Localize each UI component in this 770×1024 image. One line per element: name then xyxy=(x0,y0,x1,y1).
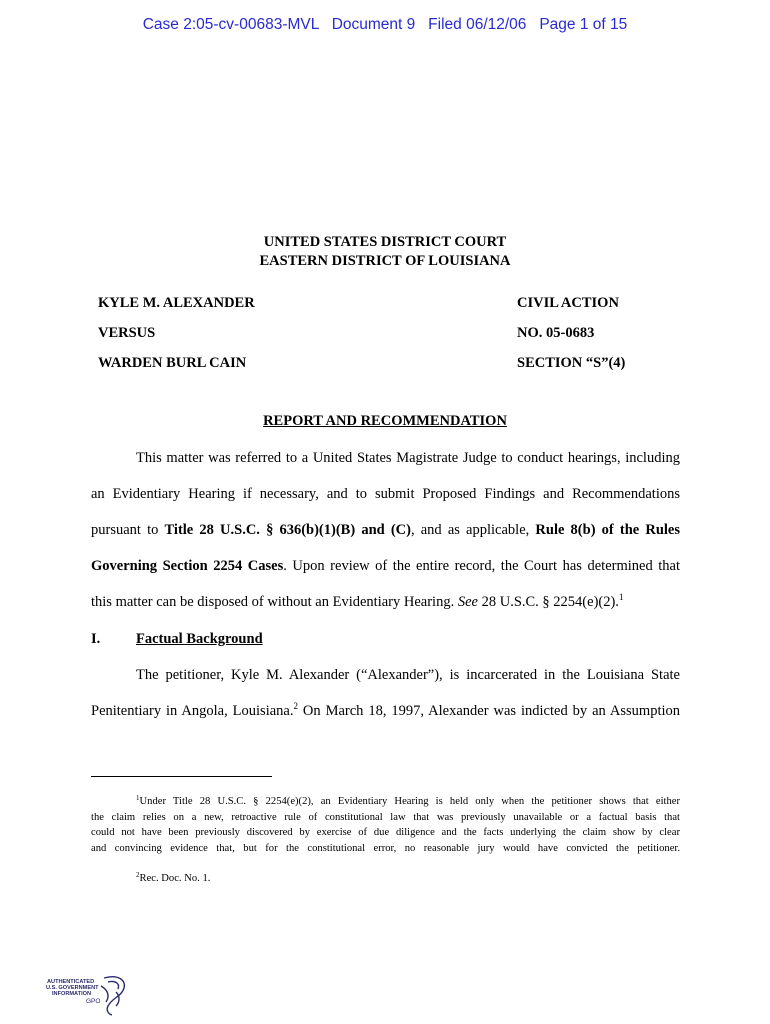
case-header: Case 2:05-cv-00683-MVL Document 9 Filed 06/12/06 Page 1 of 15 xyxy=(142,16,628,33)
section-label: SECTION “S”(4) xyxy=(517,355,626,371)
footnote-1-line-2: the claim relies on a new, retroactive rule of constitutional law that was previously unavailable or a factual basis that xyxy=(91,811,680,823)
footnote-ref-2: 2 xyxy=(293,701,298,711)
intro-line-2: an Evidentiary Hearing if necessary, and to submit Proposed Findings and Recommendations xyxy=(91,486,680,502)
section-number: I. xyxy=(91,631,101,647)
seal-line-3: INFORMATION xyxy=(52,991,92,997)
intro-line-4: Governing Section 2254 Cases. Upon review of the entire record, the Court has determined that xyxy=(91,558,681,574)
footnote-separator xyxy=(91,776,272,777)
court-line-2: EASTERN DISTRICT OF LOUISIANA xyxy=(259,253,511,269)
section-heading xyxy=(91,631,263,648)
petitioner-name: KYLE M. ALEXANDER xyxy=(98,295,255,311)
section-title: Factual Background xyxy=(136,631,263,647)
background-line-1: The petitioner, Kyle M. Alexander (“Alexander”), is incarcerated in the Louisiana State xyxy=(136,667,680,683)
versus-label: VERSUS xyxy=(98,325,156,341)
intro-line-5: this matter can be disposed of without an Evidentiary Hearing. See 28 U.S.C. § 2254(e)(2).$^1$ xyxy=(91,592,624,610)
footnote-1-line-1: $^1$Under Title 28 U.S.C. § 2254(e)(2), an Evidentiary Hearing is held only when the petitioner shows that either xyxy=(136,794,680,807)
footnote-1-line-3: could not have been previously discovered by exercise of due diligence and the facts underlying the claim show by clear xyxy=(91,827,680,838)
case-number: NO. 05-0683 xyxy=(517,325,595,341)
footnote-ref-1: 1 xyxy=(618,592,624,602)
seal-line-2: U.S. GOVERNMENT xyxy=(46,985,99,991)
gpo-authentication-seal xyxy=(46,974,130,1016)
civil-action-label: CIVIL ACTION xyxy=(517,295,619,311)
intro-line-1: This matter was referred to a United States Magistrate Judge to conduct hearings, including xyxy=(136,450,680,466)
footnote-2: $^2$Rec. Doc. No. 1. xyxy=(136,871,211,884)
intro-line-3: pursuant to Title 28 U.S.C. § 636(b)(1)(B) and (C), and as applicable, Rule 8(b) of the Rules xyxy=(91,522,681,538)
eagle-icon xyxy=(101,977,124,1015)
footnote-1-line-4: and convincing evidence that, but for the constitutional error, no reasonable jury would have convicted the petitioner. xyxy=(91,842,680,854)
background-line-2: Penitentiary in Angola, Louisiana.$^2$ On March 18, 1997, Alexander was indicted by an Assumption xyxy=(91,701,680,719)
respondent-name: WARDEN BURL CAIN xyxy=(98,355,247,371)
seal-line-1: AUTHENTICATED xyxy=(47,979,95,985)
seal-line-4: GPO xyxy=(86,998,101,1005)
document-title: REPORT AND RECOMMENDATION xyxy=(263,413,507,429)
court-line-1: UNITED STATES DISTRICT COURT xyxy=(263,234,507,250)
footnote-1 xyxy=(91,794,680,856)
court-name xyxy=(0,233,770,271)
